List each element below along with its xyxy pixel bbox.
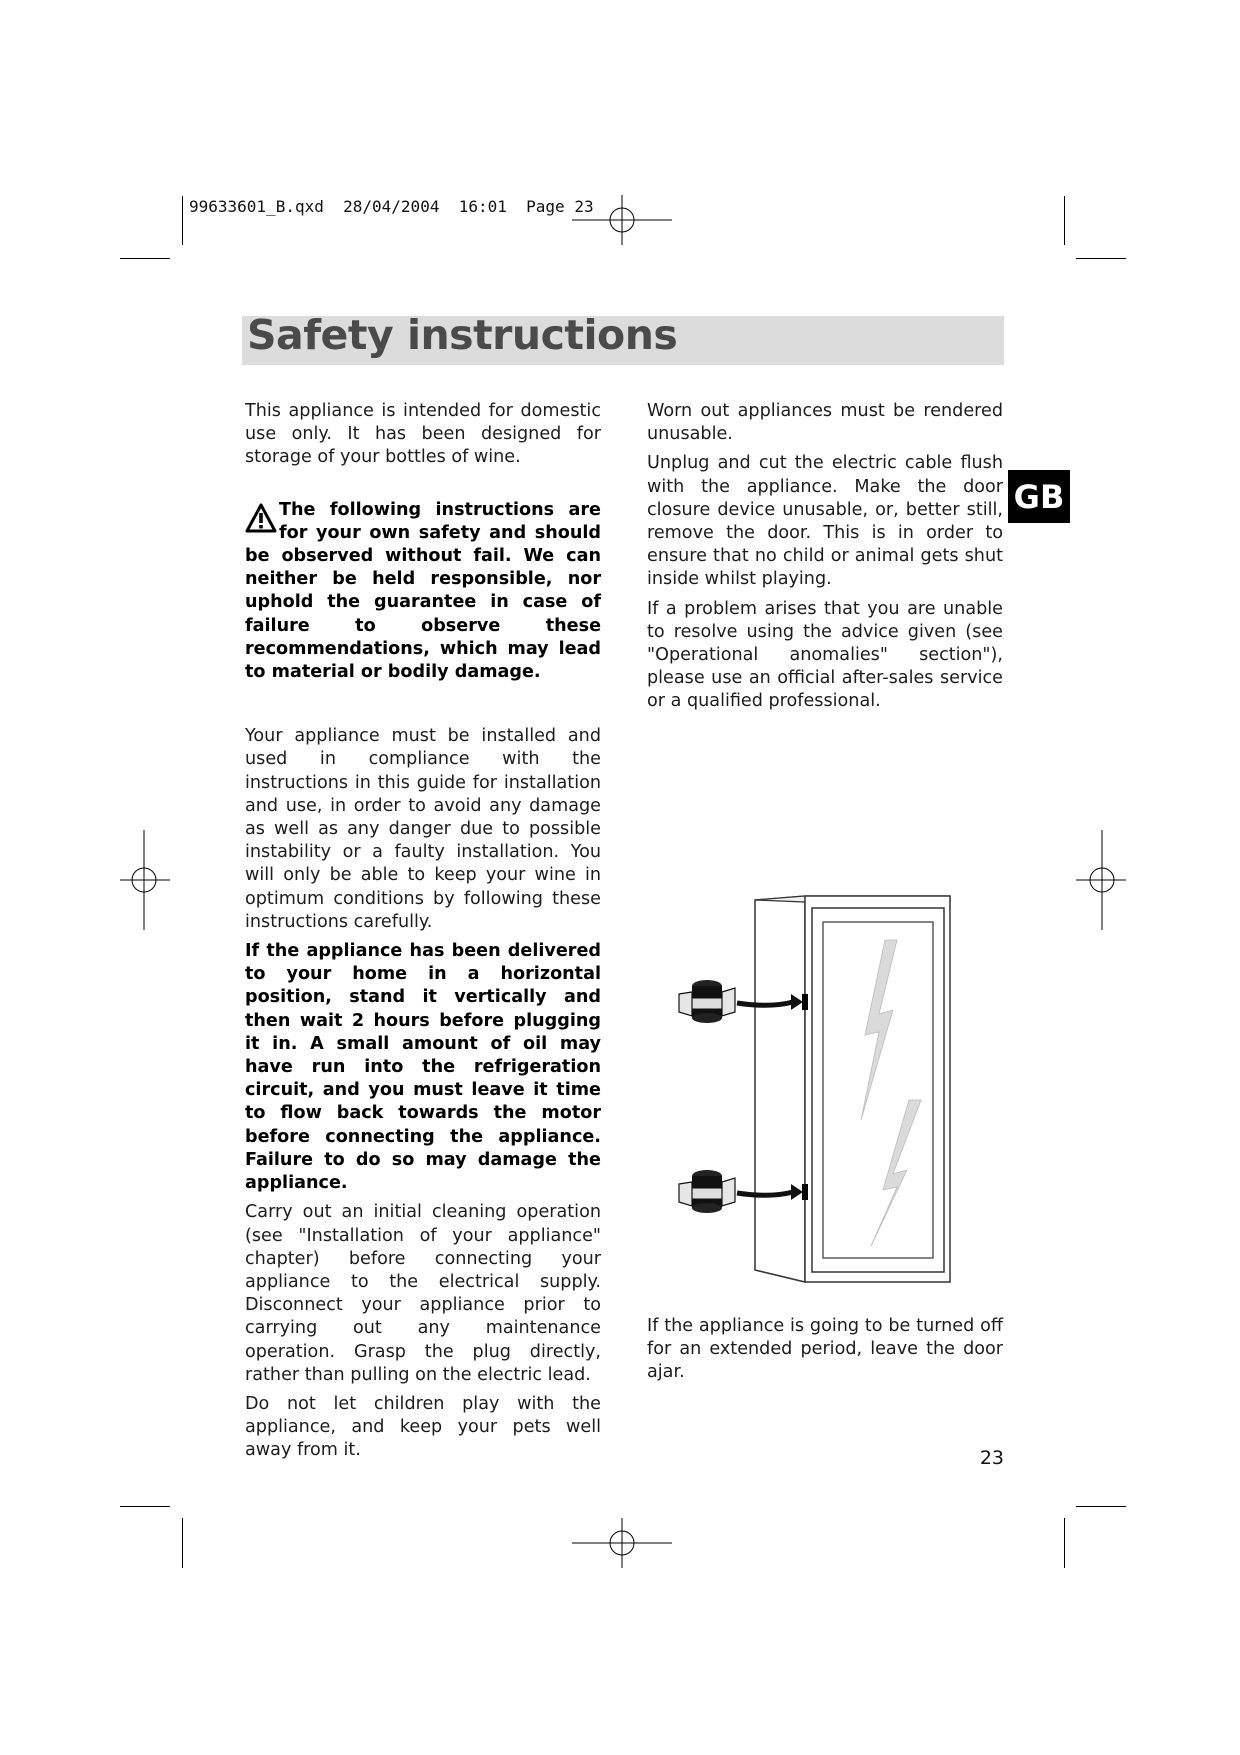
intro-paragraph: This appliance is intended for domestic use only. It has been designed for storage of your bottles of wine. xyxy=(245,401,601,468)
problem-paragraph: If a problem arises that you are unable to resolve using the advice given (see "Operational anomalies" section"), please use an official after-sales service or a qualified professional. xyxy=(647,598,1003,712)
warning-triangle-icon xyxy=(245,503,277,534)
extended-off-paragraph: If the appliance is going to be turned off for an extended period, leave the door ajar. xyxy=(647,1316,1003,1383)
horizontal-delivery-paragraph: If the appliance has been delivered to your home in a horizontal position, stand it vertically and then wait 2 hours before plugging it in. A small amount of oil may have run into the refrigeration circuit, and you must leave it time to flow back towards the motor before connecting the appliance. Failure to do so may damage the appliance. xyxy=(245,941,601,1194)
warning-text: The following instructions are for your own safety and should be observed without fail. We can neither be held responsible, nor uphold the guarantee in case of failure to observe these recommendations, which may lead to material or bodily damage. xyxy=(245,499,601,683)
children-paragraph: Do not let children play with the appliance, and keep your pets well away from it. xyxy=(245,1393,601,1461)
wine-cabinet-door-hinges-illustration xyxy=(675,890,955,1285)
registration-mark-bottom xyxy=(572,1518,672,1568)
warning-paragraph xyxy=(245,499,601,685)
cleaning-paragraph: Carry out an initial cleaning operation (see "Installation of your appliance" chapter) before connecting your appliance to the electrical supply. Disconnect your appliance prior to carrying out any maintenance operation. Grasp the plug directly, rather than pulling on the electric lead. xyxy=(245,1202,601,1385)
worn-out-paragraph: Worn out appliances must be rendered unusable. xyxy=(647,401,1003,445)
registration-mark-left xyxy=(120,830,170,930)
page-number: 23 xyxy=(979,1447,1004,1469)
extended-off-block xyxy=(647,1315,1003,1385)
page-title: Safety instructions xyxy=(247,311,678,359)
language-tab: GB xyxy=(1008,470,1070,523)
unplug-paragraph: Unplug and cut the electric cable flush with the appliance. Make the door closure device unusable, or, better still, remove the door. This is in order to ensure that no child or animal gets shut inside whilst playing. xyxy=(647,453,1003,590)
right-column xyxy=(647,400,1003,714)
print-slug: 99633601_B.qxd 28/04/2004 16:01 Page 23 xyxy=(189,197,594,216)
registration-mark-right xyxy=(1076,830,1126,930)
left-column xyxy=(245,400,601,1463)
installation-paragraph: Your appliance must be installed and used in compliance with the instructions in this guide for installation and use, in order to avoid any damage as well as any danger due to possible instability or a faulty installation. You will only be able to keep your wine in optimum conditions by following these instructions carefully. xyxy=(245,726,601,932)
